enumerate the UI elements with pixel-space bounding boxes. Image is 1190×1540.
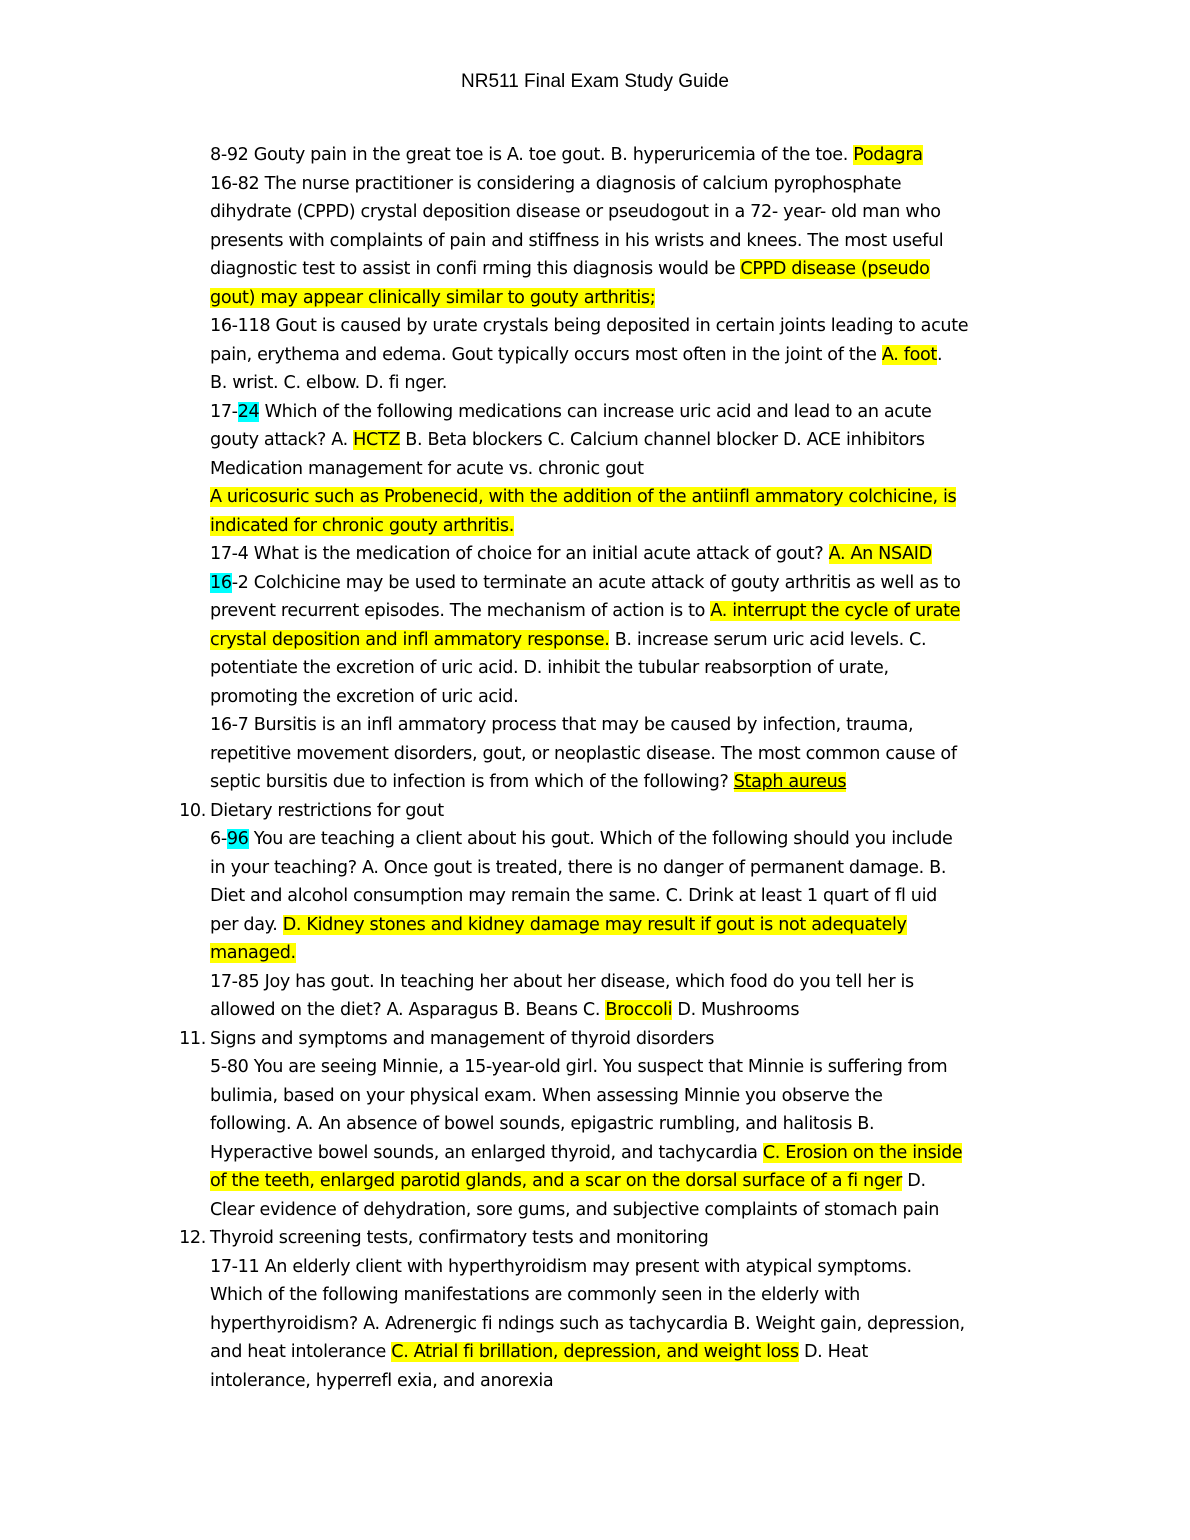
text-line	[210, 398, 1060, 427]
text-line	[210, 540, 1060, 569]
text-line	[210, 312, 1060, 341]
text-segment: 16-82 The nurse practitioner is considering a diagnosis of calcium pyrophosphate	[210, 173, 902, 194]
text-segment: Dietary restrictions for gout	[210, 800, 444, 821]
text-segment: 17-4 What is the medication of choice for an initial acute attack of gout?	[210, 544, 829, 564]
text-segment: Thyroid screening tests, confirmatory tests and monitoring	[210, 1228, 709, 1248]
text-line	[179, 797, 1060, 826]
text-line	[210, 626, 1060, 655]
text-segment: D.	[902, 1171, 926, 1191]
highlighted-text: 96	[226, 829, 249, 849]
text-segment: repetitive movement disorders, gout, or neoplastic disease. The most common cause of	[210, 743, 957, 764]
text-segment: .	[936, 344, 943, 365]
text-segment: B. Beta blockers C. Calcium channel blocker D. ACE inhibitors	[400, 430, 925, 450]
list-item-number: 10.	[179, 800, 206, 821]
text-segment: bulimia, based on your physical exam. When assessing Minnie you observe the	[210, 1085, 883, 1106]
text-line	[210, 255, 1060, 284]
document-body	[179, 141, 1060, 1395]
text-line	[210, 597, 1060, 626]
text-line	[210, 1053, 1060, 1082]
text-segment: presents with complaints of pain and stiffness in his wrists and knees. The most useful	[210, 230, 944, 251]
text-segment: Diet and alcohol consumption may remain the same. C. Drink at least 1 quart of fl uid	[210, 886, 937, 906]
highlighted-text: HCTZ	[353, 430, 401, 450]
text-line	[210, 1196, 1060, 1225]
text-segment: prevent recurrent episodes. The mechanism of action is to	[210, 601, 711, 621]
text-line	[210, 227, 1060, 256]
highlighted-text: Broccoli	[605, 1000, 673, 1020]
text-segment: allowed on the diet? A. Asparagus B. Beans C.	[210, 1000, 606, 1020]
highlighted-text: Staph aureus	[733, 772, 847, 792]
text-segment: hyperthyroidism? A. Adrenergic fi ndings such as tachycardia B. Weight gain, depression,	[210, 1313, 965, 1334]
text-line	[210, 768, 1060, 797]
highlighted-text: C. Erosion on the inside	[762, 1142, 963, 1163]
text-line	[210, 1338, 1060, 1367]
highlighted-text: 24	[237, 401, 260, 422]
highlighted-text: D. Kidney stones and kidney damage may result if gout is not adequately	[282, 914, 907, 935]
text-segment: diagnostic test to assist in confi rming this diagnosis would be	[210, 259, 741, 279]
highlighted-text: crystal deposition and infl ammatory response.	[210, 629, 610, 650]
text-line	[210, 141, 1060, 170]
text-line	[210, 512, 1060, 541]
text-segment: intolerance, hyperrefl exia, and anorexia	[210, 1370, 554, 1391]
text-line	[210, 426, 1060, 455]
text-segment: in your teaching? A. Once gout is treated, there is no danger of permanent damage. B.	[210, 857, 947, 878]
text-line	[179, 1224, 1060, 1253]
text-segment: 6-	[210, 829, 227, 849]
text-segment: Which of the following manifestations are commonly seen in the elderly with	[210, 1285, 860, 1305]
text-segment: Which of the following medications can increase uric acid and lead to an acute	[259, 401, 932, 422]
text-line	[210, 854, 1060, 883]
text-segment: potentiate the excretion of uric acid. D. inhibit the tubular reabsorption of urate,	[210, 658, 889, 678]
text-line	[210, 569, 1060, 598]
text-line	[210, 939, 1060, 968]
text-segment: You are teaching a client about his gout. Which of the following should you include	[248, 829, 953, 849]
text-line	[210, 1139, 1060, 1168]
text-line	[210, 882, 1060, 911]
text-line	[210, 1367, 1060, 1396]
text-line	[210, 284, 1060, 313]
text-segment: B. increase serum uric acid levels. C.	[609, 629, 927, 650]
text-line	[210, 198, 1060, 227]
text-segment: per day.	[210, 914, 283, 935]
text-line	[210, 1110, 1060, 1139]
text-segment: 16-118 Gout is caused by urate crystals being deposited in certain joints leading to acute	[210, 316, 969, 336]
text-segment: following. A. An absence of bowel sounds, epigastric rumbling, and halitosis B.	[210, 1114, 875, 1134]
text-segment: 5-80 You are seeing Minnie, a 15-year-old girl. You suspect that Minnie is suffering from	[210, 1057, 948, 1077]
text-segment: 17-85 Joy has gout. In teaching her about her disease, which food do you tell her is	[210, 971, 914, 992]
text-segment: 16-7 Bursitis is an infl ammatory process that may be caused by infection, trauma,	[210, 715, 914, 735]
list-item-number: 11.	[179, 1028, 206, 1049]
text-line	[210, 711, 1060, 740]
highlighted-text: indicated for chronic gouty arthritis.	[210, 515, 514, 536]
text-segment: septic bursitis due to infection is from which of the following?	[210, 772, 734, 792]
text-line	[210, 911, 1060, 940]
text-line	[210, 740, 1060, 769]
highlighted-text: A. An NSAID	[828, 544, 932, 564]
text-segment: Hyperactive bowel sounds, an enlarged thyroid, and tachycardia	[210, 1142, 763, 1163]
highlighted-text: A. foot	[881, 344, 937, 365]
text-segment: -2 Colchicine may be used to terminate an acute attack of gouty arthritis as well as to	[231, 572, 961, 593]
page-header-title: NR511 Final Exam Study Guide	[461, 71, 729, 92]
text-line	[210, 455, 1060, 484]
text-line	[210, 369, 1060, 398]
text-segment: Signs and symptoms and management of thyroid disorders	[210, 1028, 715, 1049]
text-line	[210, 996, 1060, 1025]
text-segment: D. Mushrooms	[672, 1000, 800, 1020]
text-segment: B. wrist. C. elbow. D. fi nger.	[210, 373, 447, 393]
text-line	[210, 483, 1060, 512]
highlighted-text: gout) may appear clinically similar to gouty arthritis;	[210, 287, 656, 308]
text-line	[210, 170, 1060, 199]
text-line	[210, 1281, 1060, 1310]
text-line	[210, 968, 1060, 997]
text-line	[210, 1167, 1060, 1196]
highlighted-text: CPPD disease (pseudo	[740, 259, 930, 279]
text-line	[210, 683, 1060, 712]
text-line	[210, 341, 1060, 370]
text-line	[210, 825, 1060, 854]
text-segment: Clear evidence of dehydration, sore gums, and subjective complaints of stomach pain	[210, 1199, 940, 1220]
highlighted-text: A. interrupt the cycle of urate	[710, 601, 961, 621]
text-segment: dihydrate (CPPD) crystal deposition disease or pseudogout in a 72- year- old man who	[210, 202, 941, 222]
highlighted-text: A uricosuric such as Probenecid, with the addition of the antiinfl ammatory colchicine, is	[210, 487, 957, 507]
highlighted-text: managed.	[210, 943, 296, 963]
text-line	[210, 654, 1060, 683]
text-line	[210, 1310, 1060, 1339]
text-segment: D. Heat	[798, 1342, 868, 1362]
highlighted-text: 16	[210, 572, 232, 593]
text-segment: 17-	[210, 401, 238, 422]
text-line	[210, 1082, 1060, 1111]
text-line	[210, 1253, 1060, 1282]
text-segment: 8-92 Gouty pain in the great toe is A. toe gout. B. hyperuricemia of the toe.	[210, 145, 854, 165]
text-segment: pain, erythema and edema. Gout typically occurs most often in the joint of the	[210, 344, 882, 365]
highlighted-text: C. Atrial fi brillation, depression, and weight loss	[391, 1342, 799, 1362]
highlighted-text: of the teeth, enlarged parotid glands, and a scar on the dorsal surface of a fi nger	[210, 1171, 903, 1191]
text-line	[179, 1025, 1060, 1054]
text-segment: gouty attack? A.	[210, 430, 354, 450]
highlighted-text: Podagra	[853, 145, 923, 165]
text-segment: and heat intolerance	[210, 1342, 392, 1362]
text-segment: promoting the excretion of uric acid.	[210, 686, 519, 707]
text-segment: Medication management for acute vs. chronic gout	[210, 458, 644, 479]
text-segment: 17-11 An elderly client with hyperthyroidism may present with atypical symptoms.	[210, 1256, 912, 1277]
list-item-number: 12.	[179, 1228, 206, 1248]
